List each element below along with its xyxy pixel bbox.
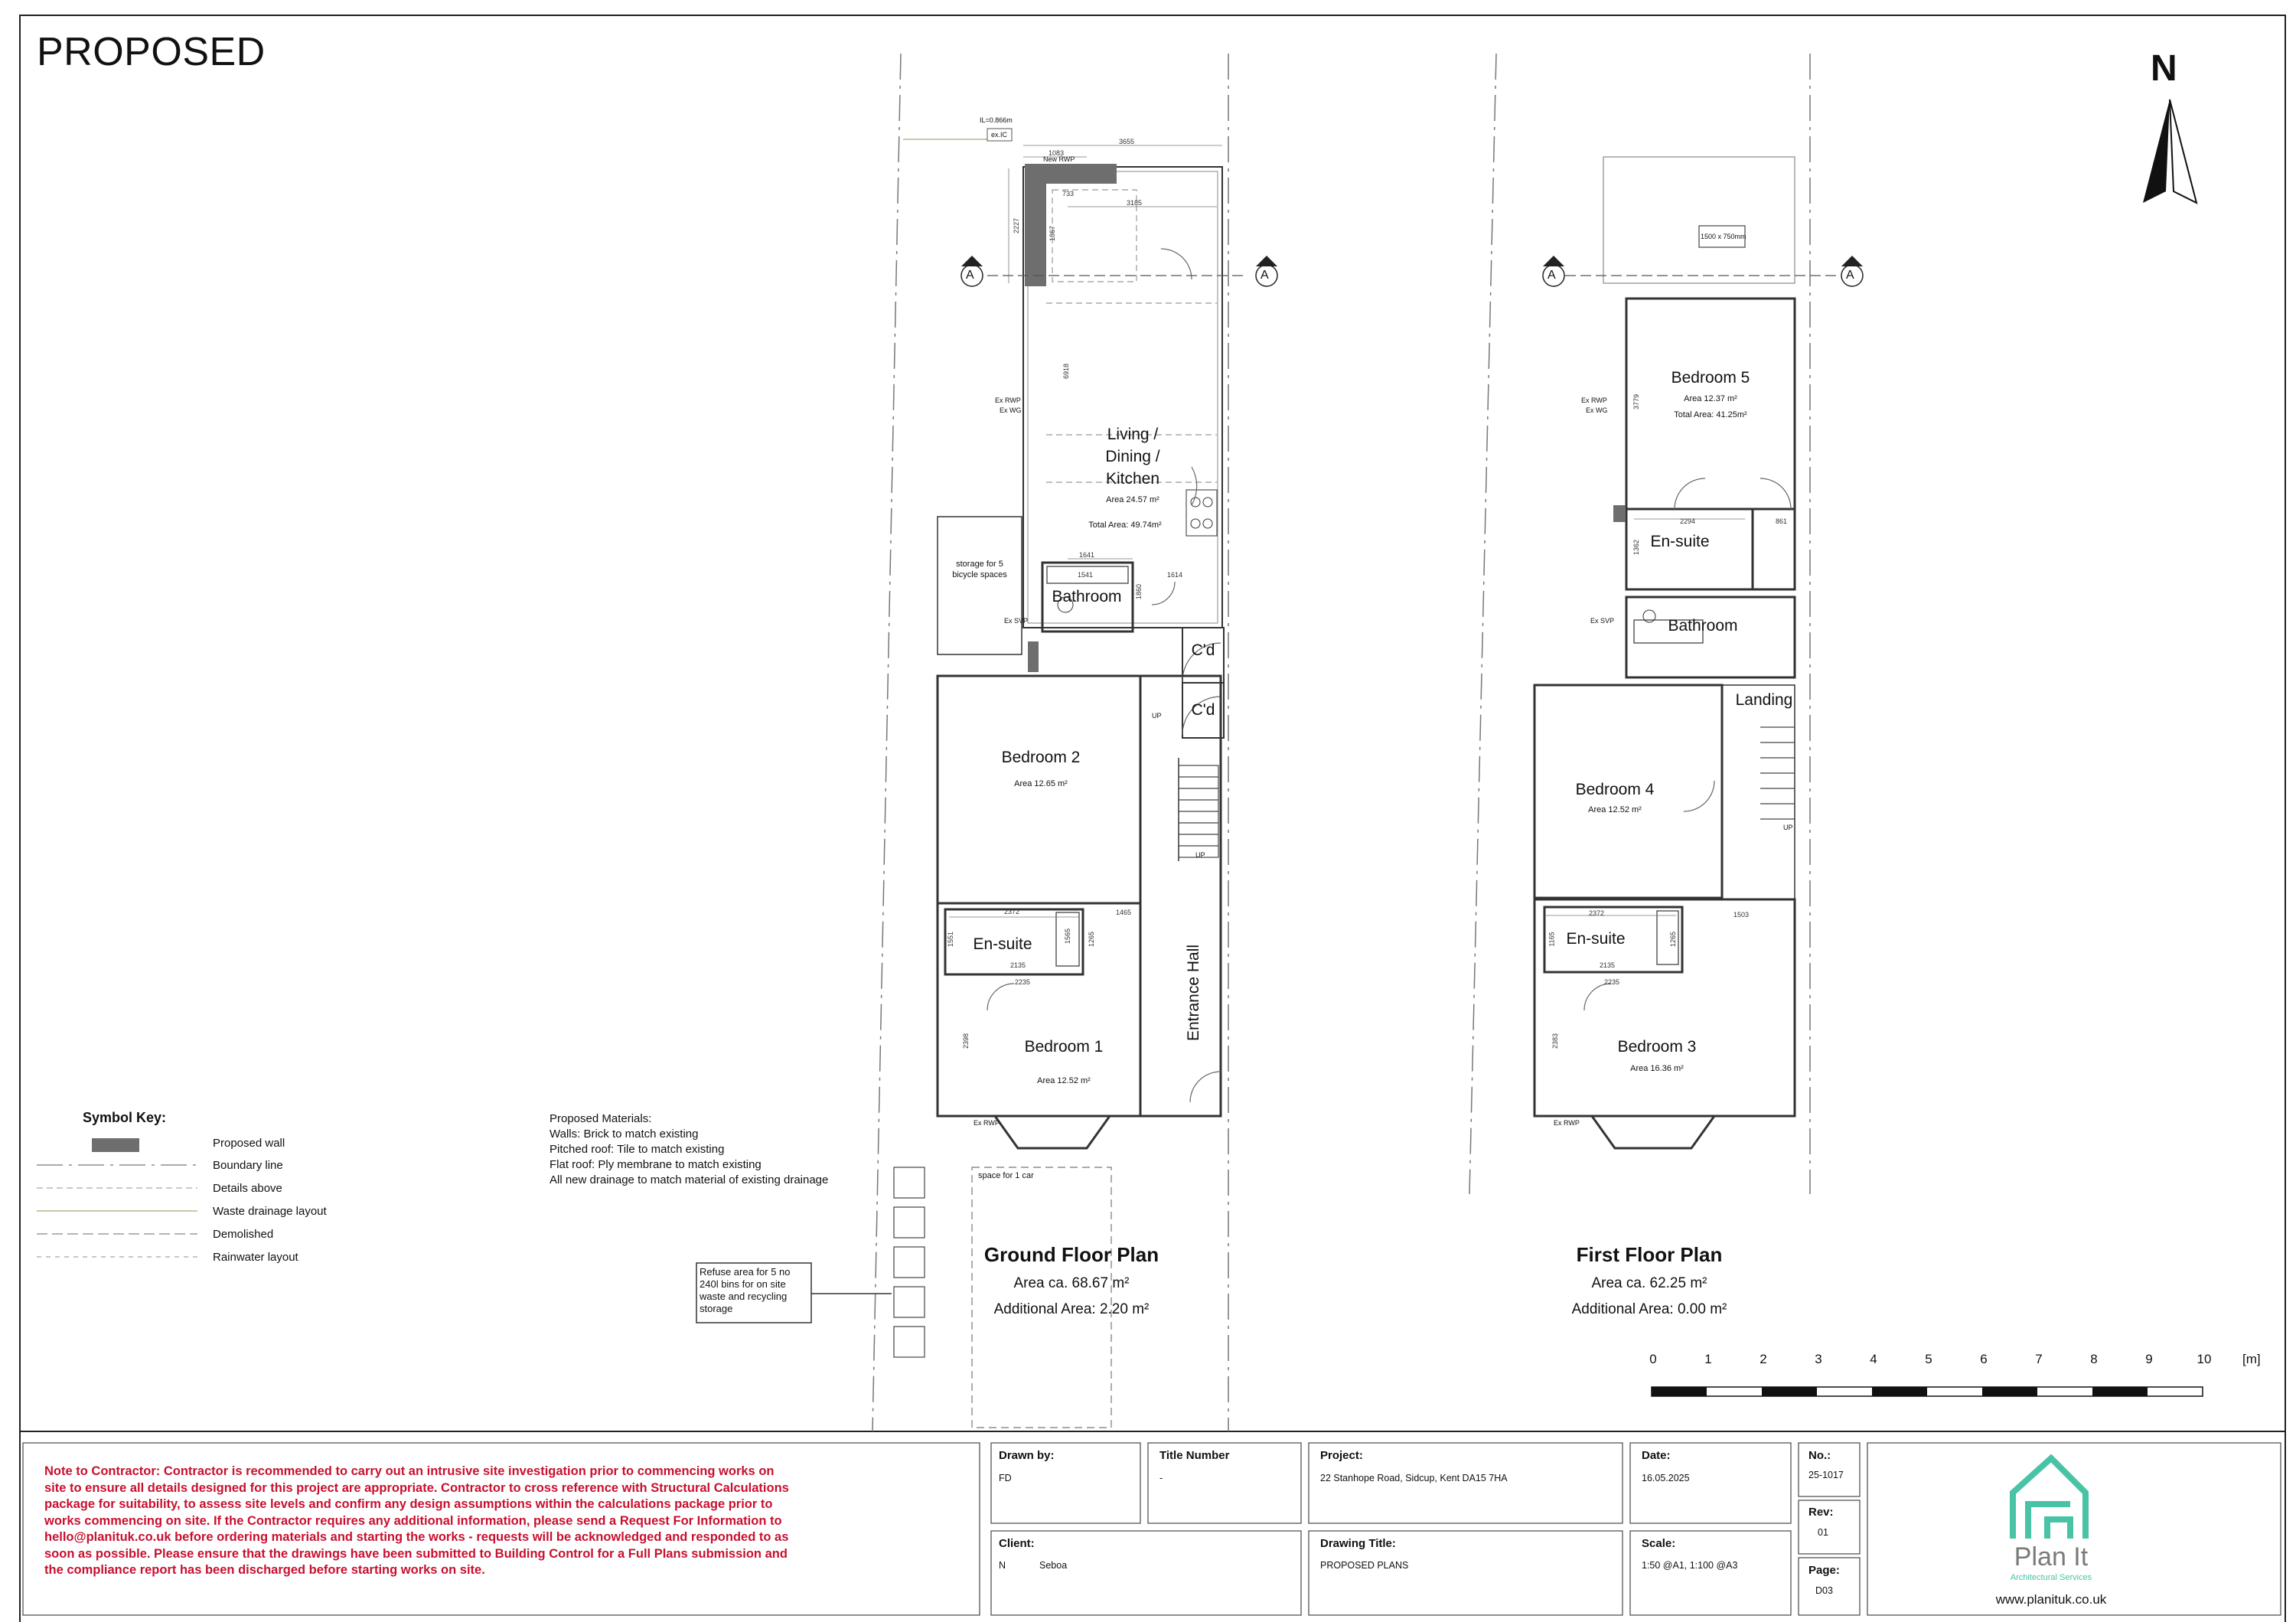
client-name: Seboa (1039, 1560, 1068, 1571)
scale-tick-label: 1 (1704, 1352, 1712, 1366)
scale-tick-label: 6 (1980, 1352, 1988, 1366)
scale-tick-label: 7 (2035, 1352, 2043, 1366)
room-area-bedroom-4: Area 12.52 m² (1588, 805, 1642, 814)
website-link[interactable]: www.planituk.co.uk (1995, 1592, 2107, 1607)
room-label-bedroom-1: Bedroom 1 (1024, 1038, 1104, 1056)
dim-label: 1503 (1733, 911, 1750, 919)
scale-tick-label: 8 (2090, 1352, 2098, 1366)
scale-tick-label: 0 (1649, 1352, 1657, 1366)
drawing-title-label: Drawing Title: (1320, 1537, 1396, 1550)
materials-line: Flat roof: Ply membrane to match existing (550, 1158, 762, 1171)
ground-floor-plan (696, 129, 1224, 1428)
dim-label: 3779 (1632, 393, 1641, 410)
plan-it-logo-icon (2013, 1458, 2086, 1539)
room-label-bedroom-5: Bedroom 5 (1671, 369, 1750, 387)
title-number-value: - (1159, 1473, 1163, 1483)
scale-tick-label: 10 (2197, 1352, 2212, 1366)
dim-label: 1465 (1116, 909, 1132, 916)
dim-label: 1362 (1632, 539, 1641, 556)
dim-label: 1614 (1167, 571, 1183, 579)
first-floor-title: First Floor Plan (1576, 1243, 1723, 1266)
page-label: Page: (1808, 1564, 1840, 1577)
room-label-bedroom-4: Bedroom 4 (1575, 781, 1655, 798)
room-area-bedroom-1: Area 12.52 m² (1037, 1076, 1091, 1085)
scale-tick-label: 5 (1925, 1352, 1932, 1366)
contractor-note: Note to Contractor: Contractor is recommended to carry out an intrusive site investigation prior to commencing works on site to ensure all details designed for this project are appropriate. Contractor to cross reference with Structural Calculations package for suitability, to assess site levels and confirm any design assumptions within the calculations package prior to works commencing on site. If the Contractor requires any additional information, please send a Request For Information to hello@planituk.co.uk before ordering materials and starting the works - requests will be acknowledged and responded to as soon as possible. Please ensure that the drawings have been submitted to Building Control for a Full Plans submission and the compliance report has been discharged before starting works on site. (44, 1464, 789, 1577)
room-area-bedroom-3: Area 16.36 m² (1630, 1064, 1684, 1073)
symbol-key-item: Demolished (213, 1228, 274, 1241)
section-marker-label: A (1846, 269, 1854, 282)
section-marker-label: A (1261, 269, 1269, 282)
dim-label: 1565 (1064, 928, 1072, 945)
dim-label: 1860 (1135, 583, 1143, 600)
scale-tick-label: 3 (1815, 1352, 1822, 1366)
dim-label: 2383 (1551, 1033, 1560, 1049)
dim-label: 1551 (947, 931, 955, 948)
ex-ic-label: ex.IC (991, 131, 1008, 139)
drawing-number-value: 25-1017 (1808, 1470, 1844, 1480)
project-value: 22 Stanhope Road, Sidcup, Kent DA15 7HA (1320, 1473, 1508, 1483)
dim-label: 1083 (1049, 149, 1065, 157)
room-area-bedroom-2: Area 12.65 m² (1014, 779, 1068, 788)
room-label-ensuite-first: En-suite (1650, 533, 1710, 550)
first-floor-area: Area ca. 62.25 m² (1591, 1275, 1707, 1291)
ex-wg-label: Ex WG (1586, 406, 1608, 414)
section-marker-label: A (1548, 269, 1556, 282)
ground-floor-title: Ground Floor Plan (983, 1243, 1159, 1266)
north-arrow-icon (2143, 100, 2197, 203)
ex-rwp-label: Ex RWP (995, 397, 1021, 404)
dim-label: 2235 (1604, 978, 1620, 986)
room-label-bathroom: Bathroom (1052, 588, 1122, 605)
room-label-bathroom-first: Bathroom (1668, 617, 1738, 635)
drawn-by-label: Drawn by: (999, 1449, 1055, 1462)
first-floor-additional-area: Additional Area: 0.00 m² (1571, 1301, 1727, 1317)
rooflight-label: 1500 x 750mm (1701, 233, 1746, 240)
invert-level-label: IL=0.866m (980, 116, 1013, 124)
brand-subtitle: Architectural Services (2010, 1573, 2092, 1582)
new-rwp-label: New RWP (1043, 155, 1075, 163)
bicycle-storage-label: storage for 5 bicycle spaces (952, 560, 1007, 579)
dim-label: 2398 (962, 1033, 970, 1049)
revision-value: 01 (1818, 1527, 1828, 1538)
materials-heading: Proposed Materials: (550, 1112, 652, 1125)
dim-label: 3185 (1127, 199, 1143, 207)
parking-label: space for 1 car (978, 1171, 1034, 1180)
room-label-landing: Landing (1735, 691, 1793, 709)
ex-rwp-label: Ex RWP (1581, 397, 1607, 404)
dim-label: 733 (1062, 190, 1075, 197)
dim-label: 2227 (1013, 217, 1021, 234)
client-label: Client: (999, 1537, 1035, 1550)
stair-up-label: UP (1152, 712, 1162, 720)
scale-tick-label: 2 (1760, 1352, 1767, 1366)
materials-line: Pitched roof: Tile to match existing (550, 1143, 725, 1156)
revision-label: Rev: (1808, 1506, 1834, 1519)
scale-bar-unit: [m] (2242, 1352, 2261, 1366)
room-label-cupboard: C'd (1191, 701, 1215, 719)
north-label: N (2151, 48, 2177, 89)
room-area-bedroom-5: Area 12.37 m² (1684, 394, 1737, 403)
symbol-key-title: Symbol Key: (83, 1110, 167, 1125)
room-label-ensuite-first-2: En-suite (1566, 930, 1626, 948)
dim-label: 2235 (1015, 978, 1031, 986)
scale-value: 1:50 @A1, 1:100 @A3 (1642, 1560, 1738, 1571)
dim-label: 2372 (1589, 909, 1605, 917)
dim-label: 1867 (1049, 225, 1057, 242)
ex-wg-label: Ex WG (1000, 406, 1022, 414)
drawing-number-label: No.: (1808, 1449, 1831, 1462)
proposed-wall (1025, 164, 1117, 184)
dim-label: 6918 (1062, 363, 1071, 380)
dim-label: 1541 (1078, 571, 1094, 579)
page-value: D03 (1815, 1585, 1833, 1596)
scale-tick-label: 9 (2145, 1352, 2153, 1366)
ground-floor-area: Area ca. 68.67 m² (1013, 1275, 1130, 1291)
room-label-entrance-hall: Entrance Hall (1185, 944, 1202, 1042)
date-label: Date: (1642, 1449, 1671, 1462)
stair-up-label: UP (1195, 851, 1205, 859)
section-marker-label: A (966, 269, 974, 282)
client-initial: N (999, 1560, 1006, 1571)
brand-name: Plan It (2014, 1542, 2089, 1571)
symbol-key-item: Details above (213, 1182, 282, 1195)
materials-list (550, 1111, 828, 1188)
room-label-living: Living / Dining / Kitchen (1105, 426, 1160, 488)
room-label-bedroom-3: Bedroom 3 (1617, 1038, 1697, 1056)
first-floor-plan (1534, 157, 1795, 1148)
scale-bar (1652, 1387, 2203, 1396)
dim-label: 861 (1776, 517, 1788, 525)
date-value: 16.05.2025 (1642, 1473, 1690, 1483)
refuse-area-note: Refuse area for 5 no 240l bins for on site waste and recycling storage (700, 1266, 791, 1314)
dim-label: 3655 (1119, 138, 1135, 145)
dim-label: 1265 (1088, 931, 1096, 948)
symbol-key-item: Proposed wall (213, 1137, 285, 1150)
dim-label: 2372 (1004, 908, 1020, 915)
project-label: Project: (1320, 1449, 1363, 1462)
materials-line: All new drainage to match material of existing drainage (550, 1173, 829, 1186)
symbol-key-swatches (37, 1138, 197, 1257)
room-total-bedroom-5: Total Area: 41.25m² (1674, 410, 1747, 419)
ex-rwp-front-label: Ex RWP (974, 1119, 1000, 1127)
ground-floor-additional-area: Additional Area: 2.20 m² (993, 1301, 1150, 1317)
ex-rwp-front-label: Ex RWP (1554, 1119, 1580, 1127)
symbol-key-item: Waste drainage layout (213, 1205, 327, 1218)
room-label-bedroom-2: Bedroom 2 (1001, 749, 1081, 766)
boundary-lines (872, 54, 1810, 1431)
dim-label: 2135 (1600, 961, 1616, 969)
title-number-label: Title Number (1159, 1449, 1230, 1462)
ex-svp-label: Ex SVP (1590, 617, 1615, 625)
symbol-key-item: Rainwater layout (213, 1251, 298, 1264)
materials-line: Walls: Brick to match existing (550, 1128, 699, 1141)
section-arrowheads (961, 256, 1863, 266)
scale-tick-label: 4 (1870, 1352, 1877, 1366)
sheet-title: PROPOSED (37, 30, 266, 74)
dim-label: 1165 (1548, 932, 1556, 947)
drawn-by-value: FD (999, 1473, 1012, 1483)
symbol-key-item: Boundary line (213, 1159, 283, 1172)
dim-label: 1265 (1669, 931, 1678, 948)
dim-label: 1641 (1079, 551, 1095, 559)
room-area-living: Area 24.57 m² (1106, 495, 1159, 504)
room-total-living: Total Area: 49.74m² (1088, 521, 1162, 530)
dim-label: 2135 (1010, 961, 1026, 969)
room-label-cupboard: C'd (1191, 641, 1215, 659)
drawing-title-value: PROPOSED PLANS (1320, 1560, 1409, 1571)
room-label-ensuite: En-suite (973, 935, 1032, 953)
sheet-border (20, 15, 2285, 1622)
dim-label: 2294 (1680, 517, 1696, 525)
ex-svp-label: Ex SVP (1004, 617, 1029, 625)
scale-label: Scale: (1642, 1537, 1676, 1550)
stair-up-label: UP (1783, 824, 1793, 831)
